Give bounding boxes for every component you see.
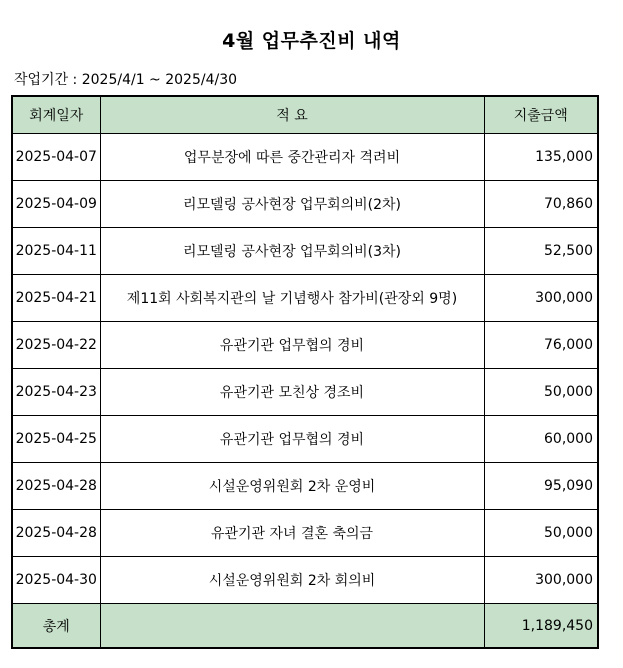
- table-row: [12, 369, 598, 416]
- row-date: 2025-04-23: [12, 369, 100, 416]
- row-amount: 52,500: [484, 228, 598, 275]
- total-spacer: [100, 604, 484, 649]
- header-amount: 지출금액: [484, 96, 598, 134]
- row-amount: 70,860: [484, 181, 598, 228]
- row-description: 시설운영위원회 2차 운영비: [100, 463, 484, 510]
- row-amount: 135,000: [484, 134, 598, 181]
- table-row: [12, 134, 598, 181]
- table-row: [12, 557, 598, 604]
- row-description: 유관기관 업무협의 경비: [100, 416, 484, 463]
- total-row: [12, 604, 598, 649]
- table-header-row: [12, 96, 598, 134]
- work-period: [14, 69, 237, 89]
- row-date: 2025-04-28: [12, 510, 100, 557]
- total-amount: 1,189,450: [484, 604, 598, 649]
- row-date: 2025-04-25: [12, 416, 100, 463]
- work-period-label: 작업기간 :: [14, 72, 82, 88]
- row-date: 2025-04-21: [12, 275, 100, 322]
- row-description: 리모델링 공사현장 업무회의비(2차): [100, 181, 484, 228]
- row-date: 2025-04-09: [12, 181, 100, 228]
- row-description: 업무분장에 따른 중간관리자 격려비: [100, 134, 484, 181]
- table-row: [12, 181, 598, 228]
- table-row: [12, 322, 598, 369]
- header-date: 회계일자: [12, 96, 100, 134]
- row-amount: 50,000: [484, 510, 598, 557]
- row-description: 제11회 사회복지관의 날 기념행사 참가비(관장외 9명): [100, 275, 484, 322]
- expense-table: [11, 95, 599, 649]
- row-date: 2025-04-30: [12, 557, 100, 604]
- row-date: 2025-04-22: [12, 322, 100, 369]
- row-date: 2025-04-11: [12, 228, 100, 275]
- row-amount: 50,000: [484, 369, 598, 416]
- work-period-range: 2025/4/1 ~ 2025/4/30: [81, 72, 238, 88]
- table-row: [12, 275, 598, 322]
- table-row: [12, 228, 598, 275]
- row-amount: 60,000: [484, 416, 598, 463]
- row-date: 2025-04-07: [12, 134, 100, 181]
- row-amount: 300,000: [484, 557, 598, 604]
- row-description: 유관기관 업무협의 경비: [100, 322, 484, 369]
- row-amount: 95,090: [484, 463, 598, 510]
- row-date: 2025-04-28: [12, 463, 100, 510]
- total-label: 총계: [12, 604, 100, 649]
- row-description: 시설운영위원회 2차 회의비: [100, 557, 484, 604]
- row-amount: 76,000: [484, 322, 598, 369]
- table-row: [12, 463, 598, 510]
- row-description: 리모델링 공사현장 업무회의비(3차): [100, 228, 484, 275]
- table-row: [12, 416, 598, 463]
- row-description: 유관기관 모친상 경조비: [100, 369, 484, 416]
- row-description: 유관기관 자녀 결혼 축의금: [100, 510, 484, 557]
- header-description: 적 요: [100, 96, 484, 134]
- page-title: 4월 업무추진비 내역: [222, 30, 401, 52]
- table-row: [12, 510, 598, 557]
- row-amount: 300,000: [484, 275, 598, 322]
